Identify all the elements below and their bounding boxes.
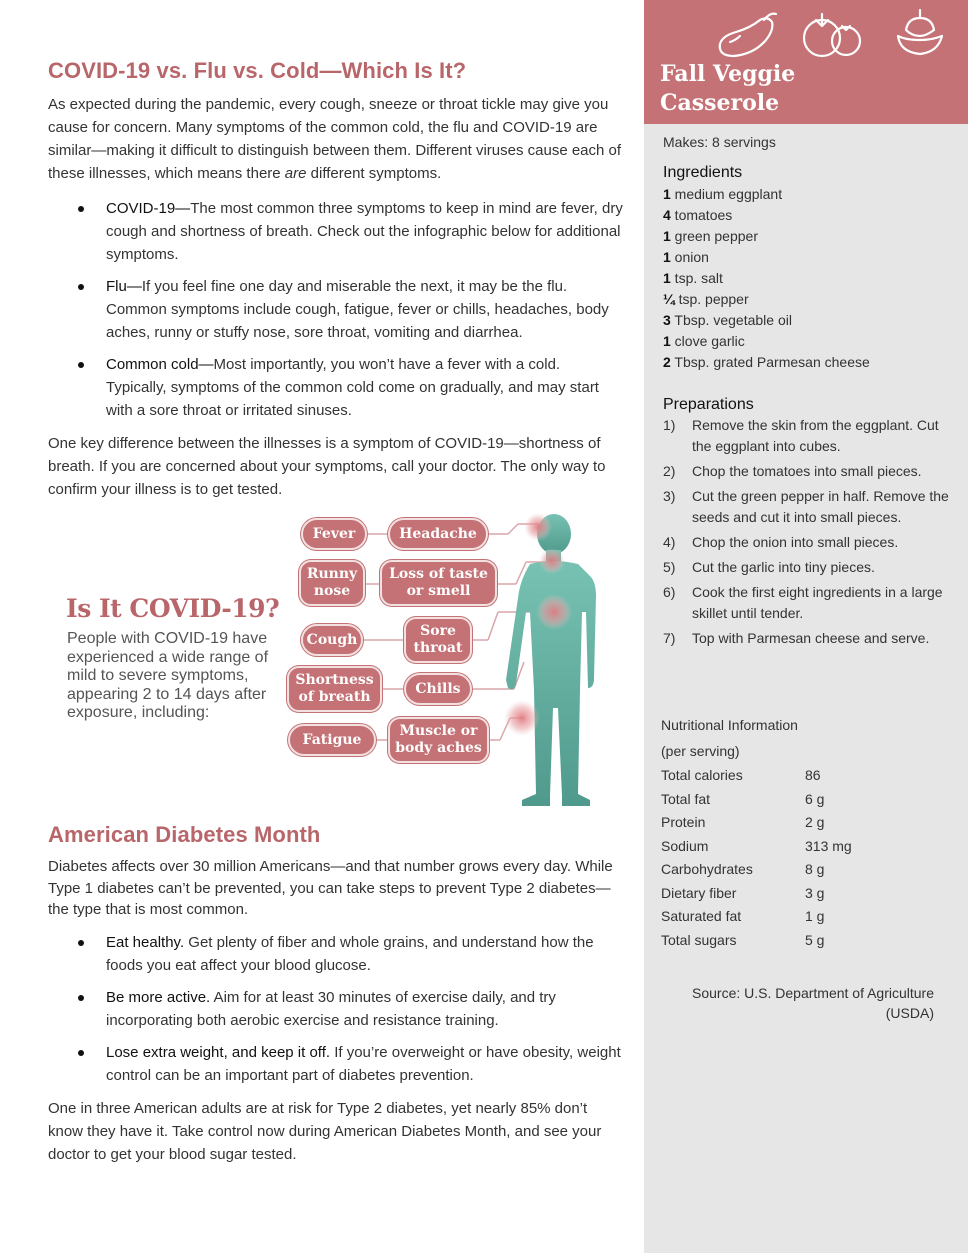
nutrition-title: Nutritional Information xyxy=(661,717,798,733)
hotspot-throat xyxy=(539,548,565,574)
hotspot-arm xyxy=(504,700,540,736)
bullet-flu: Flu—If you feel fine one day and miserable the next, it may be the flu. Common symptoms include cough, fatigue, fever or chills, headaches, body aches, runny or stuffy nose, sore throat, vomiting and diarrhea. xyxy=(48,275,623,344)
diabetes-intro: Diabetes affects over 30 million Americans—and that number grows every day. While Type 1 diabetes can’t be prevented, you can take steps to prevent Type 2 diabetes—the type that is most common. xyxy=(48,858,613,918)
recipe-source: Source: U.S. Department of Agriculture (USDA) xyxy=(692,985,934,1021)
ingredient-item: 1 onion xyxy=(663,249,709,265)
prep-step: 5) Cut the garlic into tiny pieces. xyxy=(663,559,875,575)
nutrition-row: Total fat 6 g xyxy=(661,790,825,807)
diabetes-outro: One in three American adults are at risk for Type 2 diabetes, yet nearly 85% don’t know they have it. Take control now during American Diabetes Month, and see your doctor to get your blood sugar tested. xyxy=(48,1099,602,1163)
preparations xyxy=(663,396,953,653)
prep-step: 4) Chop the onion into small pieces. xyxy=(663,534,899,550)
bullet-cold: Common cold—Most importantly, you won’t have a fever with a cold. Typically, symptoms of the common cold come on gradually, and may start with a sore throat or irritated sinuses. xyxy=(48,353,623,422)
ingredient-item: 4 tomatoes xyxy=(663,207,733,223)
nutrition-row: Dietary fiber 3 g xyxy=(661,884,825,901)
diabetes-bullets xyxy=(48,931,623,1087)
prep-step: 3) Cut the green pepper in half. Remove the seeds and cut it into small pieces. xyxy=(663,488,949,525)
prep-step: 7) Top with Parmesan cheese and serve. xyxy=(663,630,930,646)
nutrition-row: Total calories 86 xyxy=(661,767,821,783)
symptom-runny-nose: Runny nose xyxy=(299,560,365,606)
covid-infographic xyxy=(48,512,623,812)
symptom-sore-throat: Sore throat xyxy=(404,617,472,663)
hotspot-chest xyxy=(536,594,572,630)
bullet-covid: COVID-19—The most common three symptoms to keep in mind are fever, dry cough and shortness of breath. Check out the infographic below for additional symptoms. xyxy=(48,197,623,266)
symptom-muscle-aches: Muscle or body aches xyxy=(388,717,489,763)
covid-outro: One key difference between the illnesses is a symptom of COVID-19—shortness of breath. If you are concerned about your symptoms, call your doctor. The only way to confirm your illness is to get tested. xyxy=(48,435,606,498)
pepper-icon xyxy=(898,10,942,54)
nutrition-info xyxy=(661,712,951,952)
symptom-fatigue: Fatigue xyxy=(288,724,376,756)
human-figure-icon xyxy=(478,512,623,812)
prep-step: 2) Chop the tomatoes into small pieces. xyxy=(663,463,922,479)
covid-intro: As expected during the pandemic, every cough, sneeze or throat tickle may give you cause for concern. Many symptoms of the common cold, the flu and COVID-19 are similar—making it difficult to distinguish between them. Different viruses cause each of these illnesses, which means there are different symptoms. xyxy=(48,96,622,182)
symptom-loss-of-taste: Loss of taste or smell xyxy=(380,560,497,606)
bullet-lose-weight: Lose extra weight, and keep it off. If you’re overweight or have obesity, weight control can be an important part of diabetes prevention. xyxy=(48,1041,623,1087)
symptom-headache: Headache xyxy=(388,518,488,550)
nutrition-row: Protein 2 g xyxy=(661,814,825,830)
covid-heading: COVID-19 vs. Flu vs. Cold—Which Is It? xyxy=(48,58,467,83)
recipe-title: Fall Veggie Casserole xyxy=(660,61,796,116)
ingredient-item: 1 tsp. salt xyxy=(663,270,723,286)
nutrition-row: Saturated fat 1 g xyxy=(661,908,825,924)
ingredients xyxy=(663,164,953,373)
bullet-eat-healthy: Eat healthy. Get plenty of fiber and whole grains, and understand how the foods you eat affect your blood glucose. xyxy=(48,931,623,977)
nutrition-row: Total sugars 5 g xyxy=(661,931,825,948)
main-column xyxy=(48,58,623,501)
infographic-description: People with COVID-19 have experienced a wide range of mild to severe symptoms, appearing 2 to 14 days after exposure, including: xyxy=(67,630,269,721)
covid-bullets xyxy=(48,197,623,422)
ingredient-item: 1 clove garlic xyxy=(663,333,745,349)
ingredients-title: Ingredients xyxy=(663,164,743,181)
hotspot-head xyxy=(524,513,552,541)
vegetable-icons xyxy=(714,6,954,62)
symptom-chills: Chills xyxy=(404,673,472,705)
tomato-icon xyxy=(804,14,860,56)
recipe-header xyxy=(644,0,968,124)
nutrition-subtitle: (per serving) xyxy=(661,743,740,759)
nutrition-row: Carbohydrates 8 g xyxy=(661,861,825,877)
ingredient-item: 2 Tbsp. grated Parmesan cheese xyxy=(663,354,870,370)
infographic-title: Is It COVID-19? xyxy=(66,594,280,623)
recipe-makes: Makes: 8 servings xyxy=(663,134,776,150)
eggplant-icon xyxy=(720,14,776,56)
ingredient-item: ¼ tsp. pepper xyxy=(663,291,749,307)
prep-step: 1) Remove the skin from the eggplant. Cut the eggplant into cubes. xyxy=(663,417,939,454)
emphasis: are xyxy=(284,165,307,182)
bullet-be-active: Be more active. Aim for at least 30 minutes of exercise daily, and try incorporating both aerobic exercise and resistance training. xyxy=(48,986,623,1032)
nutrition-row: Sodium 313 mg xyxy=(661,837,852,854)
recipe-sidebar xyxy=(644,0,968,1253)
diabetes-section xyxy=(48,822,623,1166)
diabetes-heading: American Diabetes Month xyxy=(48,822,321,847)
ingredient-item: 1 medium eggplant xyxy=(663,186,783,202)
symptom-cough: Cough xyxy=(301,624,363,656)
symptom-fever: Fever xyxy=(301,518,367,550)
ingredient-item: 3 Tbsp. vegetable oil xyxy=(663,312,792,328)
prep-step: 6) Cook the first eight ingredients in a large skillet until tender. xyxy=(663,584,943,621)
ingredient-item: 1 green pepper xyxy=(663,228,758,244)
symptom-shortness-of-breath: Shortness of breath xyxy=(287,666,382,712)
preparations-title: Preparations xyxy=(663,396,754,413)
